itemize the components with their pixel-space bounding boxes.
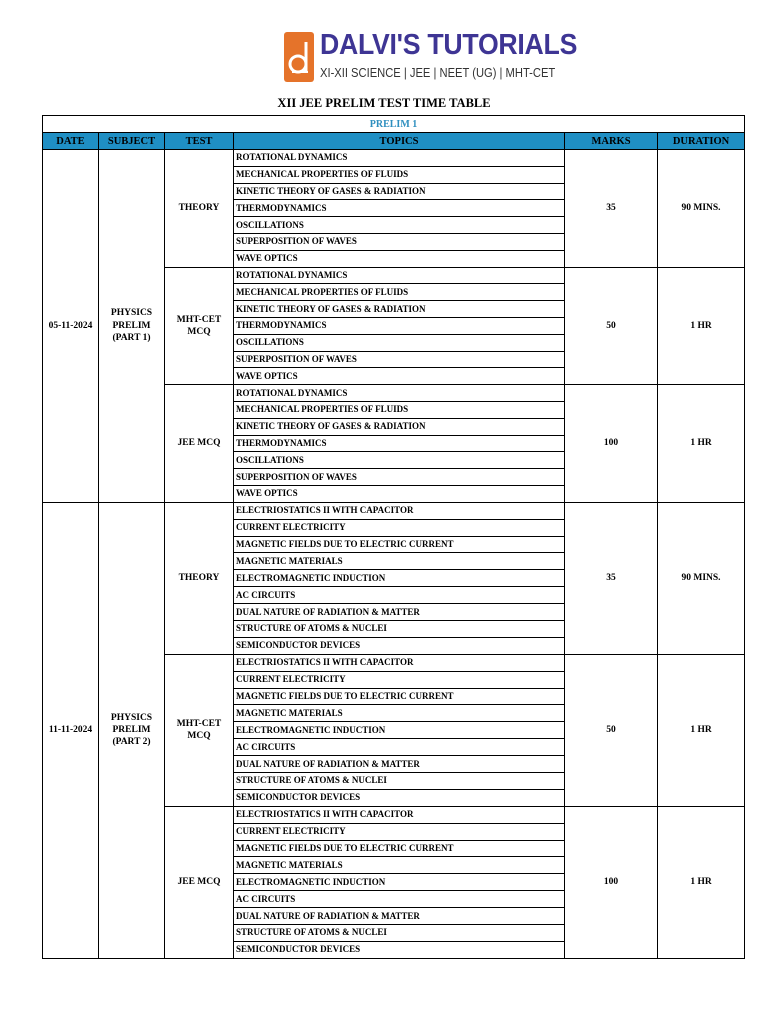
document-title: XII JEE PRELIM TEST TIME TABLE bbox=[277, 96, 491, 110]
duration-cell: 90 MINS. bbox=[658, 502, 745, 654]
topic-cell: STRUCTURE OF ATOMS & NUCLEI bbox=[234, 925, 565, 942]
header-test: TEST bbox=[165, 133, 234, 150]
topic-cell: MECHANICAL PROPERTIES OF FLUIDS bbox=[234, 166, 565, 183]
timetable bbox=[42, 115, 745, 959]
topic-cell: ELECTRIOSTATICS II WITH CAPACITOR bbox=[234, 654, 565, 671]
logo-subtitle: XI-XII SCIENCE | JEE | NEET (UG) | MHT-CET bbox=[320, 65, 556, 80]
topic-cell: KINETIC THEORY OF GASES & RADIATION bbox=[234, 418, 565, 435]
topic-cell: OSCILLATIONS bbox=[234, 452, 565, 469]
marks-cell: 35 bbox=[565, 150, 658, 268]
duration-cell: 1 HR bbox=[658, 267, 745, 385]
header-topics: TOPICS bbox=[234, 133, 565, 150]
topic-cell: SEMICONDUCTOR DEVICES bbox=[234, 637, 565, 654]
prelim-label: PRELIM 1 bbox=[43, 116, 745, 133]
logo-title: DALVI'S TUTORIALS bbox=[320, 29, 578, 61]
topic-cell: WAVE OPTICS bbox=[234, 368, 565, 385]
topic-cell: SUPERPOSITION OF WAVES bbox=[234, 351, 565, 368]
topic-cell: MECHANICAL PROPERTIES OF FLUIDS bbox=[234, 284, 565, 301]
test-type: THEORY bbox=[165, 502, 234, 654]
test-type: JEE MCQ bbox=[165, 806, 234, 958]
topic-cell: CURRENT ELECTRICITY bbox=[234, 823, 565, 840]
duration-cell: 1 HR bbox=[658, 806, 745, 958]
topic-cell: DUAL NATURE OF RADIATION & MATTER bbox=[234, 908, 565, 925]
table-row bbox=[43, 502, 745, 519]
topic-cell: MAGNETIC FIELDS DUE TO ELECTRIC CURRENT bbox=[234, 536, 565, 553]
topic-cell: WAVE OPTICS bbox=[234, 250, 565, 267]
topic-cell: STRUCTURE OF ATOMS & NUCLEI bbox=[234, 772, 565, 789]
topic-cell: ELECTROMAGNETIC INDUCTION bbox=[234, 570, 565, 587]
topic-cell: AC CIRCUITS bbox=[234, 587, 565, 604]
topic-cell: MAGNETIC MATERIALS bbox=[234, 705, 565, 722]
marks-cell: 50 bbox=[565, 654, 658, 806]
test-type: MHT-CET MCQ bbox=[165, 267, 234, 385]
topic-cell: SEMICONDUCTOR DEVICES bbox=[234, 789, 565, 806]
brand-logo bbox=[284, 28, 578, 88]
topic-cell: MAGNETIC MATERIALS bbox=[234, 553, 565, 570]
topic-cell: MAGNETIC MATERIALS bbox=[234, 857, 565, 874]
marks-cell: 100 bbox=[565, 385, 658, 503]
topic-cell: OSCILLATIONS bbox=[234, 217, 565, 234]
topic-cell: AC CIRCUITS bbox=[234, 739, 565, 756]
topic-cell: KINETIC THEORY OF GASES & RADIATION bbox=[234, 183, 565, 200]
test-type: MHT-CET MCQ bbox=[165, 654, 234, 806]
header-date: DATE bbox=[43, 133, 99, 150]
duration-cell: 1 HR bbox=[658, 385, 745, 503]
topic-cell: THERMODYNAMICS bbox=[234, 317, 565, 334]
topic-cell: ELECTRIOSTATICS II WITH CAPACITOR bbox=[234, 502, 565, 519]
session-date: 05-11-2024 bbox=[43, 150, 99, 503]
topic-cell: SEMICONDUCTOR DEVICES bbox=[234, 941, 565, 958]
topic-cell: DUAL NATURE OF RADIATION & MATTER bbox=[234, 756, 565, 773]
topic-cell: ELECTRIOSTATICS II WITH CAPACITOR bbox=[234, 806, 565, 823]
header-duration: DURATION bbox=[658, 133, 745, 150]
topic-cell: MAGNETIC FIELDS DUE TO ELECTRIC CURRENT bbox=[234, 840, 565, 857]
marks-cell: 100 bbox=[565, 806, 658, 958]
table-row bbox=[43, 150, 745, 167]
test-type: JEE MCQ bbox=[165, 385, 234, 503]
session-subject: PHYSICS PRELIM (PART 2) bbox=[99, 502, 165, 958]
logo-mark-icon bbox=[284, 32, 314, 82]
topic-cell: CURRENT ELECTRICITY bbox=[234, 519, 565, 536]
topic-cell: SUPERPOSITION OF WAVES bbox=[234, 233, 565, 250]
duration-cell: 90 MINS. bbox=[658, 150, 745, 268]
topic-cell: THERMODYNAMICS bbox=[234, 200, 565, 217]
duration-cell: 1 HR bbox=[658, 654, 745, 806]
session-subject: PHYSICS PRELIM (PART 1) bbox=[99, 150, 165, 503]
topic-cell: THERMODYNAMICS bbox=[234, 435, 565, 452]
topic-cell: ROTATIONAL DYNAMICS bbox=[234, 385, 565, 402]
topic-cell: MAGNETIC FIELDS DUE TO ELECTRIC CURRENT bbox=[234, 688, 565, 705]
topic-cell: SUPERPOSITION OF WAVES bbox=[234, 469, 565, 486]
marks-cell: 50 bbox=[565, 267, 658, 385]
topic-cell: WAVE OPTICS bbox=[234, 485, 565, 502]
header-marks: MARKS bbox=[565, 133, 658, 150]
topic-cell: OSCILLATIONS bbox=[234, 334, 565, 351]
marks-cell: 35 bbox=[565, 502, 658, 654]
topic-cell: AC CIRCUITS bbox=[234, 891, 565, 908]
topic-cell: ELECTROMAGNETIC INDUCTION bbox=[234, 722, 565, 739]
topic-cell: KINETIC THEORY OF GASES & RADIATION bbox=[234, 301, 565, 318]
test-type: THEORY bbox=[165, 150, 234, 268]
topic-cell: DUAL NATURE OF RADIATION & MATTER bbox=[234, 604, 565, 621]
topic-cell: CURRENT ELECTRICITY bbox=[234, 671, 565, 688]
topic-cell: ROTATIONAL DYNAMICS bbox=[234, 150, 565, 167]
topic-cell: ROTATIONAL DYNAMICS bbox=[234, 267, 565, 284]
header-subject: SUBJECT bbox=[99, 133, 165, 150]
topic-cell: MECHANICAL PROPERTIES OF FLUIDS bbox=[234, 401, 565, 418]
topic-cell: ELECTROMAGNETIC INDUCTION bbox=[234, 874, 565, 891]
topic-cell: STRUCTURE OF ATOMS & NUCLEI bbox=[234, 620, 565, 637]
session-date: 11-11-2024 bbox=[43, 502, 99, 958]
